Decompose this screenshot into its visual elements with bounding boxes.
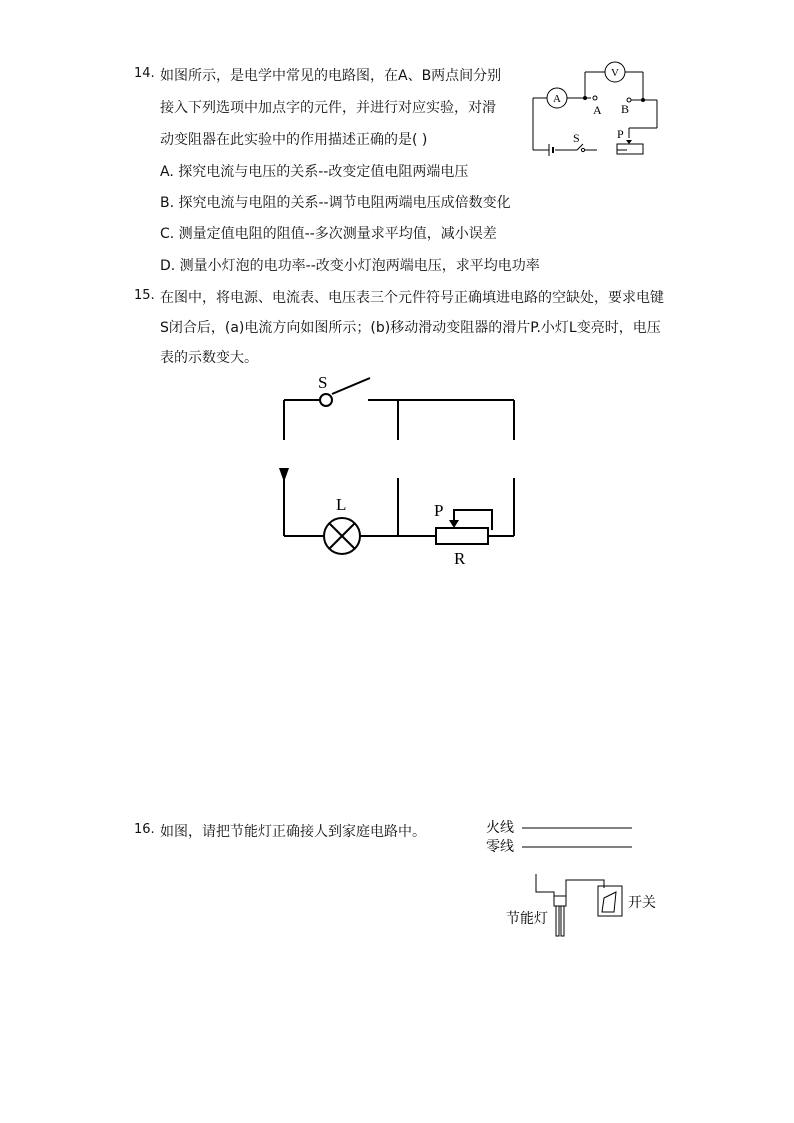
- q14-stem-line-1: 如图所示，是电学中常见的电路图，在A、B两点间分别: [160, 68, 502, 84]
- q14-point-b-label: B: [621, 102, 630, 116]
- q14-switch-label: S: [573, 131, 580, 145]
- q16-lamp-label: 节能灯: [506, 911, 548, 927]
- q16-household-circuit: [486, 816, 666, 946]
- q14-option-b[interactable]: B. 探究电流与电阻的关系--调节电阻两端电压成倍数变化: [160, 195, 511, 211]
- q14-number: 14.: [134, 66, 155, 81]
- q15-stem-line-2: S闭合后，(a)电流方向如图所示；(b)移动滑动变阻器的滑片P.小灯L变亮时，电压: [160, 320, 661, 336]
- q14-stem-line-3: 动变阻器在此实验中的作用描述正确的是( ): [160, 132, 428, 148]
- q14-voltmeter-label: V: [611, 67, 619, 79]
- q15-stem-line-3: 表的示数变大。: [160, 350, 258, 366]
- q14-option-c[interactable]: C. 测量定值电阻的阻值--多次测量求平均值，减小误差: [160, 226, 497, 242]
- q14-option-a[interactable]: A. 探究电流与电压的关系--改变定值电阻两端电压: [160, 164, 469, 180]
- q15-circuit-diagram: [270, 370, 530, 570]
- q15-stem-line-1: 在图中，将电源、电流表、电压表三个元件符号正确填进电路的空缺处，要求电键: [160, 290, 664, 306]
- q14-option-d[interactable]: D. 测量小灯泡的电功率--改变小灯泡两端电压，求平均电功率: [160, 258, 540, 274]
- q16-neutral-wire-label: 零线: [486, 839, 514, 855]
- q15-switch-label: S: [318, 373, 328, 392]
- q16-live-wire-label: 火线: [486, 820, 514, 836]
- q16-number: 16.: [134, 822, 155, 837]
- q14-ammeter-label: A: [553, 93, 561, 105]
- q15-rheostat-label: R: [454, 549, 466, 568]
- q14-circuit-diagram: [525, 58, 665, 158]
- q14-stem-line-2: 接入下列选项中加点字的元件，并进行对应实验，对滑: [160, 100, 496, 116]
- q15-lamp-label: L: [336, 495, 347, 514]
- q14-slider-label: P: [617, 127, 624, 141]
- q14-point-a-label: A: [593, 103, 602, 117]
- q16-stem: 如图，请把节能灯正确接人到家庭电路中。: [160, 824, 426, 840]
- q16-switch-label: 开关: [628, 895, 656, 911]
- q15-slider-label: P: [434, 501, 444, 520]
- q15-number: 15.: [134, 288, 155, 303]
